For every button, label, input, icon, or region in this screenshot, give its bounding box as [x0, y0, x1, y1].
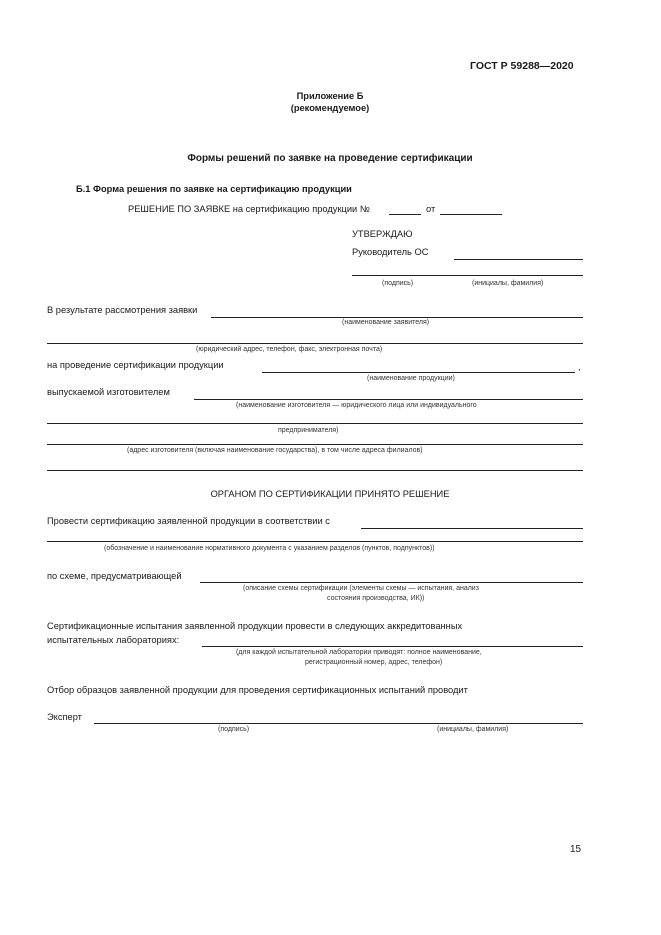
- laboratories-field: [202, 646, 583, 647]
- decision-text: РЕШЕНИЕ ПО ЗАЯВКЕ на сертификацию продукции №: [128, 204, 370, 214]
- standard-number: ГОСТ Р 59288—2020: [470, 60, 574, 72]
- maker-caption-1: (наименование изготовителя — юридического лица или индивидуального: [236, 402, 477, 409]
- scheme-caption-2: состояния производства, ИК)): [327, 595, 425, 602]
- maker-label: выпускаемой изготовителем: [47, 387, 170, 397]
- document-title: Формы решений по заявке на проведение сертификации: [187, 153, 473, 164]
- section-title: Б.1 Форма решения по заявке на сертификацию продукции: [76, 184, 352, 194]
- approve-signature-caption: (подпись): [382, 280, 414, 287]
- decision-number-field: [389, 214, 421, 215]
- approve-head-label: Руководитель ОС: [352, 247, 429, 257]
- address-caption: (юридический адрес, телефон, факс, электронная почта): [196, 346, 383, 353]
- product-label: на проведение сертификации продукции: [47, 360, 224, 370]
- appendix-title: Приложение Б: [296, 91, 364, 101]
- decision-heading: ОРГАНОМ ПО СЕРТИФИКАЦИИ ПРИНЯТО РЕШЕНИЕ: [210, 489, 450, 499]
- maker-address-field-continued: [47, 470, 583, 471]
- scheme-label: по схеме, предусматривающей: [47, 571, 182, 581]
- approve-head-field: [454, 259, 583, 260]
- applicant-caption: (наименование заявителя): [342, 319, 430, 326]
- normative-doc-caption: (обозначение и наименование нормативного документа с указанием разделов (пунктов, подпунктов)): [104, 545, 435, 552]
- certify-label: Провести сертификацию заявленной продукции в соответствии с: [47, 516, 330, 526]
- scheme-caption-1: (описание схемы сертификации (элементы схемы — испытания, анализ: [243, 585, 479, 592]
- normative-doc-field-continued: [47, 541, 583, 542]
- expert-label: Эксперт: [47, 712, 82, 722]
- applicant-field: [211, 317, 583, 318]
- maker-address-field: [47, 444, 583, 445]
- normative-doc-field: [361, 528, 583, 529]
- decision-date-field: [440, 214, 502, 215]
- approve-signature-line: [352, 275, 583, 276]
- page-number: 15: [570, 844, 582, 855]
- tests-text-line-2: испытательных лабораториях:: [47, 635, 180, 645]
- expert-field: [94, 723, 583, 724]
- approve-title: УТВЕРЖДАЮ: [352, 229, 413, 239]
- laboratories-caption-1: (для каждой испытательной лаборатории приводят: полное наименование,: [236, 649, 482, 656]
- address-field: [47, 343, 583, 344]
- laboratories-caption-2: регистрационный номер, адрес, телефон): [305, 659, 443, 666]
- appendix-subtitle: (рекомендуемое): [290, 103, 370, 113]
- tests-text-line-1: Сертификационные испытания заявленной продукции провести в следующих аккредитованных: [47, 621, 463, 631]
- scheme-field: [200, 582, 583, 583]
- product-caption: (наименование продукции): [367, 375, 455, 382]
- maker-caption-2: предпринимателя): [278, 427, 339, 434]
- maker-field-continued: [47, 423, 583, 424]
- review-label: В результате рассмотрения заявки: [47, 305, 198, 315]
- decision-from-label: от: [426, 204, 436, 214]
- expert-signature-caption: (подпись): [218, 726, 250, 733]
- maker-address-caption: (адрес изготовителя (включая наименование государства), в том числе адреса филиалов): [127, 447, 423, 454]
- sampling-text: Отбор образцов заявленной продукции для проведения сертификационных испытаний проводит: [47, 685, 468, 695]
- approve-name-caption: (инициалы, фамилия): [472, 280, 544, 287]
- maker-field: [194, 399, 583, 400]
- product-field: [262, 372, 575, 373]
- product-comma: ,: [578, 362, 581, 372]
- expert-name-caption: (инициалы, фамилия): [437, 726, 509, 733]
